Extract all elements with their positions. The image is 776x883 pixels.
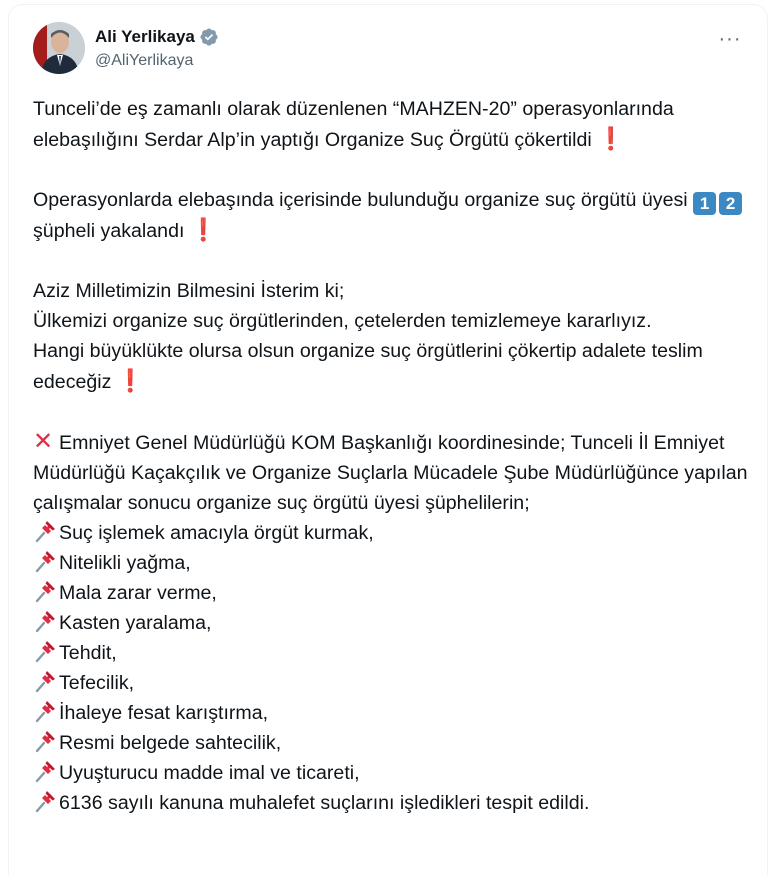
author-handle[interactable]: @AliYerlikaya — [95, 52, 194, 69]
keycap-2-icon: 2 — [719, 192, 742, 215]
paragraph-1-text: Tunceli’de eş zamanlı olarak düzenlenen “MAHZEN-20” operasyonlarında elebaşılığını Serdar Alp’in yaptığı Organize Suç Örgütü çökertildi — [33, 98, 674, 151]
pushpin-icon — [33, 639, 59, 663]
list-item — [33, 758, 749, 788]
paragraph-4-text: Emniyet Genel Müdürlüğü KOM Başkanlığı koordinesinde; Tunceli İl Emniyet Müdürlüğü Kaçakçılık ve Organize Suçlarla Mücadele Şube Müdürlüğünce yapılan çalışmalar sonucu organize suç örgütü üyesi şüphelilerin; — [33, 432, 748, 514]
list-item-text: Resmi belgede sahtecilik, — [59, 732, 282, 754]
pushpin-icon — [33, 729, 59, 753]
list-item-text: Tehdit, — [59, 642, 117, 664]
list-item — [33, 578, 749, 608]
list-item — [33, 698, 749, 728]
list-item — [33, 668, 749, 698]
list-item-text: Nitelikli yağma, — [59, 552, 191, 574]
pushpin-icon — [33, 549, 59, 573]
red-exclamation-icon: ❗ — [189, 217, 218, 242]
pushpin-icon — [33, 579, 59, 603]
verified-badge-icon — [199, 27, 219, 47]
paragraph-3-line-3: Hangi büyüklükte olursa olsun organize suç örgütlerini çökertip adalete teslim edeceğiz — [33, 340, 703, 393]
list-item — [33, 608, 749, 638]
avatar[interactable] — [33, 22, 85, 74]
list-item-text: 6136 sayılı kanuna muhalefet suçlarını işledikleri tespit edildi. — [59, 792, 590, 814]
red-exclamation-icon: ❗ — [597, 126, 625, 151]
charges-list — [33, 518, 749, 818]
pushpin-icon — [33, 789, 59, 813]
list-item — [33, 548, 749, 578]
list-item-text: İhaleye fesat karıştırma, — [59, 702, 269, 724]
paragraph-4 — [33, 427, 749, 518]
list-item-text: Uyuşturucu madde imal ve ticareti, — [59, 762, 360, 784]
tweet-header — [33, 22, 751, 78]
paragraph-1 — [33, 94, 749, 155]
list-item — [33, 638, 749, 668]
display-name[interactable]: Ali Yerlikaya — [95, 27, 195, 46]
tweet-text — [33, 94, 749, 818]
list-item-text: Suç işlemek amacıyla örgüt kurmak, — [59, 522, 374, 544]
paragraph-2-text-a: Operasyonlarda elebaşında içerisinde bulunduğu organize suç örgütü üyesi — [33, 189, 688, 211]
pushpin-icon — [33, 609, 59, 633]
red-exclamation-icon: ❗ — [116, 368, 145, 393]
list-item-text: Tefecilik, — [59, 672, 135, 694]
pushpin-icon — [33, 669, 59, 693]
paragraph-3-line-1: Aziz Milletimizin Bilmesini İsterim ki; — [33, 280, 345, 302]
paragraph-2-text-b: şüpheli yakalandı — [33, 220, 185, 242]
cross-mark-icon: ✕ — [33, 428, 54, 455]
more-options-icon[interactable]: ··· — [718, 27, 742, 50]
paragraph-2 — [33, 185, 749, 246]
list-item — [33, 728, 749, 758]
keycap-1-icon: 1 — [693, 192, 716, 215]
paragraph-3 — [33, 276, 749, 397]
paragraph-3-line-2: Ülkemizi organize suç örgütlerinden, çetelerden temizlemeye kararlıyız. — [33, 310, 652, 332]
pushpin-icon — [33, 699, 59, 723]
author-names — [95, 26, 219, 70]
pushpin-icon — [33, 759, 59, 783]
list-item-text: Mala zarar verme, — [59, 582, 217, 604]
tweet-card — [8, 4, 768, 875]
list-item — [33, 788, 749, 818]
list-item — [33, 518, 749, 548]
list-item-text: Kasten yaralama, — [59, 612, 212, 634]
pushpin-icon — [33, 519, 59, 543]
